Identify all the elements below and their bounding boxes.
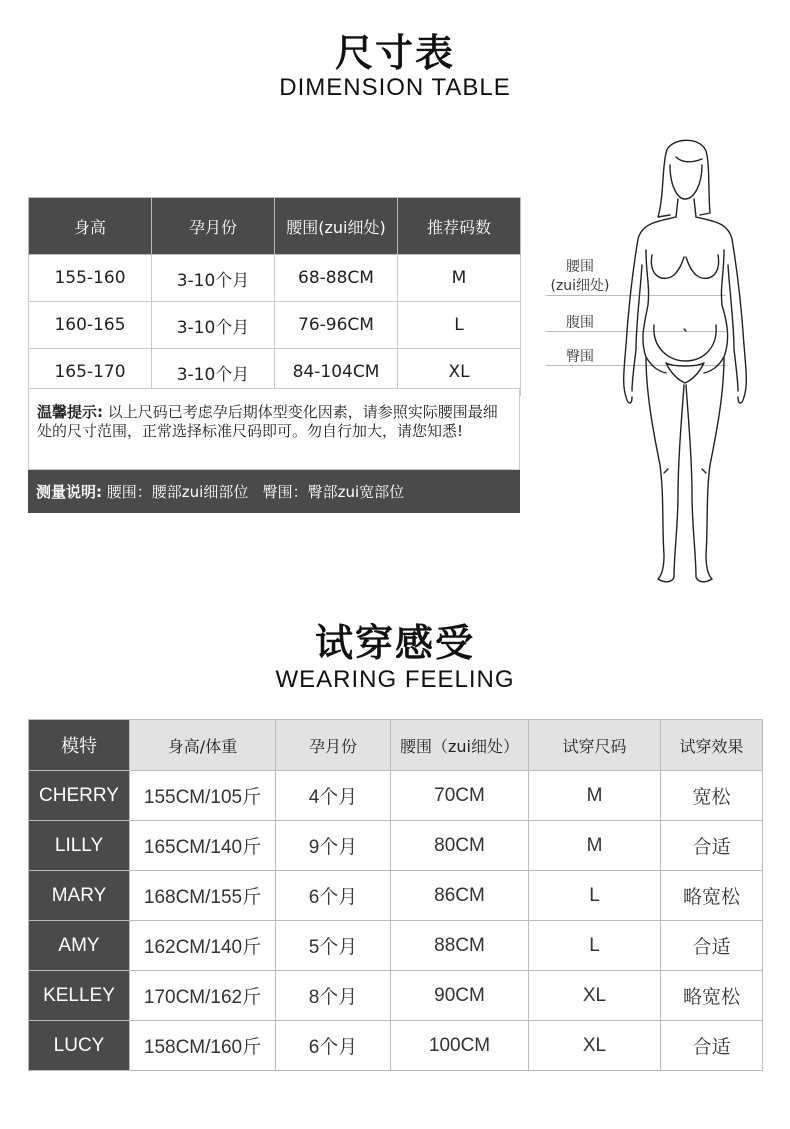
size-notice — [28, 388, 520, 470]
belly-label: 腹围 — [566, 315, 594, 331]
cell-height: 160-165 — [29, 302, 152, 349]
cell-try-size: XL — [529, 971, 661, 1021]
notice-text: 以上尺码已考虑孕后期体型变化因素，请参照实际腰围最细处的尺寸范围，正常选择标准尺码即可。勿自行加大，请您知悉! — [37, 403, 498, 440]
cell-try-size: M — [529, 771, 661, 821]
cell-waist: 76-96CM — [275, 302, 398, 349]
header-waist: 腰围（zui细处） — [391, 720, 529, 771]
cell-waist: 70CM — [391, 771, 529, 821]
table-row — [29, 871, 763, 921]
cell-waist: 86CM — [391, 871, 529, 921]
cell-fit-effect: 略宽松 — [661, 871, 763, 921]
cell-size: XL — [398, 349, 521, 396]
size-section-title: 尺寸表 — [334, 31, 455, 75]
cell-waist: 84-104CM — [275, 349, 398, 396]
header-size: 推荐码数 — [398, 198, 521, 255]
cell-month: 3-10个月 — [152, 302, 275, 349]
measure-label: 测量说明: — [36, 483, 102, 501]
cell-month: 8个月 — [276, 971, 391, 1021]
cell-height-weight: 168CM/155斤 — [130, 871, 276, 921]
table-row — [29, 971, 763, 1021]
cell-height: 155-160 — [29, 255, 152, 302]
table-row — [29, 921, 763, 971]
cell-waist: 100CM — [391, 1021, 529, 1071]
header-try-size: 试穿尺码 — [529, 720, 661, 771]
cell-waist: 68-88CM — [275, 255, 398, 302]
cell-fit-effect: 略宽松 — [661, 971, 763, 1021]
wearing-section-subtitle: WEARING FEELING — [275, 666, 515, 693]
waist-label: 腰围 — [566, 259, 594, 275]
table-row — [29, 302, 521, 349]
cell-height-weight: 165CM/140斤 — [130, 821, 276, 871]
wearing-section-title: 试穿感受 — [314, 621, 475, 665]
cell-model: MARY — [29, 871, 130, 921]
measure-note — [28, 470, 520, 513]
hip-label: 臀围 — [566, 349, 594, 365]
cell-height-weight: 162CM/140斤 — [130, 921, 276, 971]
header-height: 身高 — [29, 198, 152, 255]
size-table — [28, 197, 521, 396]
cell-fit-effect: 宽松 — [661, 771, 763, 821]
cell-model: AMY — [29, 921, 130, 971]
cell-month: 3-10个月 — [152, 255, 275, 302]
table-row — [29, 821, 763, 871]
header-height-weight: 身高/体重 — [130, 720, 276, 771]
header-waist: 腰围(zui细处) — [275, 198, 398, 255]
notice-label: 温馨提示: — [37, 403, 103, 421]
cell-month: 6个月 — [276, 871, 391, 921]
cell-model: KELLEY — [29, 971, 130, 1021]
table-row — [29, 255, 521, 302]
size-section-subtitle: DIMENSION TABLE — [279, 74, 511, 101]
cell-height: 165-170 — [29, 349, 152, 396]
table-row — [29, 771, 763, 821]
header-month: 孕月份 — [276, 720, 391, 771]
cell-try-size: M — [529, 821, 661, 871]
cell-try-size: XL — [529, 1021, 661, 1071]
cell-month: 4个月 — [276, 771, 391, 821]
cell-fit-effect: 合适 — [661, 821, 763, 871]
wearing-table-header — [29, 720, 763, 771]
cell-height-weight: 158CM/160斤 — [130, 1021, 276, 1071]
cell-try-size: L — [529, 871, 661, 921]
cell-size: M — [398, 255, 521, 302]
cell-waist: 80CM — [391, 821, 529, 871]
cell-size: L — [398, 302, 521, 349]
cell-month: 3-10个月 — [152, 349, 275, 396]
cell-month: 9个月 — [276, 821, 391, 871]
cell-month: 5个月 — [276, 921, 391, 971]
cell-height-weight: 155CM/105斤 — [130, 771, 276, 821]
waist-label-note: (zui细处) — [550, 278, 610, 294]
header-fit-effect: 试穿效果 — [661, 720, 763, 771]
table-row — [29, 1021, 763, 1071]
header-month: 孕月份 — [152, 198, 275, 255]
header-model: 模特 — [29, 720, 130, 771]
cell-model: CHERRY — [29, 771, 130, 821]
cell-waist: 90CM — [391, 971, 529, 1021]
cell-model: LILLY — [29, 821, 130, 871]
cell-fit-effect: 合适 — [661, 1021, 763, 1071]
cell-height-weight: 170CM/162斤 — [130, 971, 276, 1021]
cell-model: LUCY — [29, 1021, 130, 1071]
cell-waist: 88CM — [391, 921, 529, 971]
cell-try-size: L — [529, 921, 661, 971]
measure-text: 腰围：腰部zui细部位 臀围：臀部zui宽部位 — [106, 483, 405, 501]
pregnant-body-figure-icon — [618, 135, 752, 585]
cell-fit-effect: 合适 — [661, 921, 763, 971]
size-table-header — [29, 198, 521, 255]
cell-month: 6个月 — [276, 1021, 391, 1071]
wearing-table — [28, 719, 763, 1071]
